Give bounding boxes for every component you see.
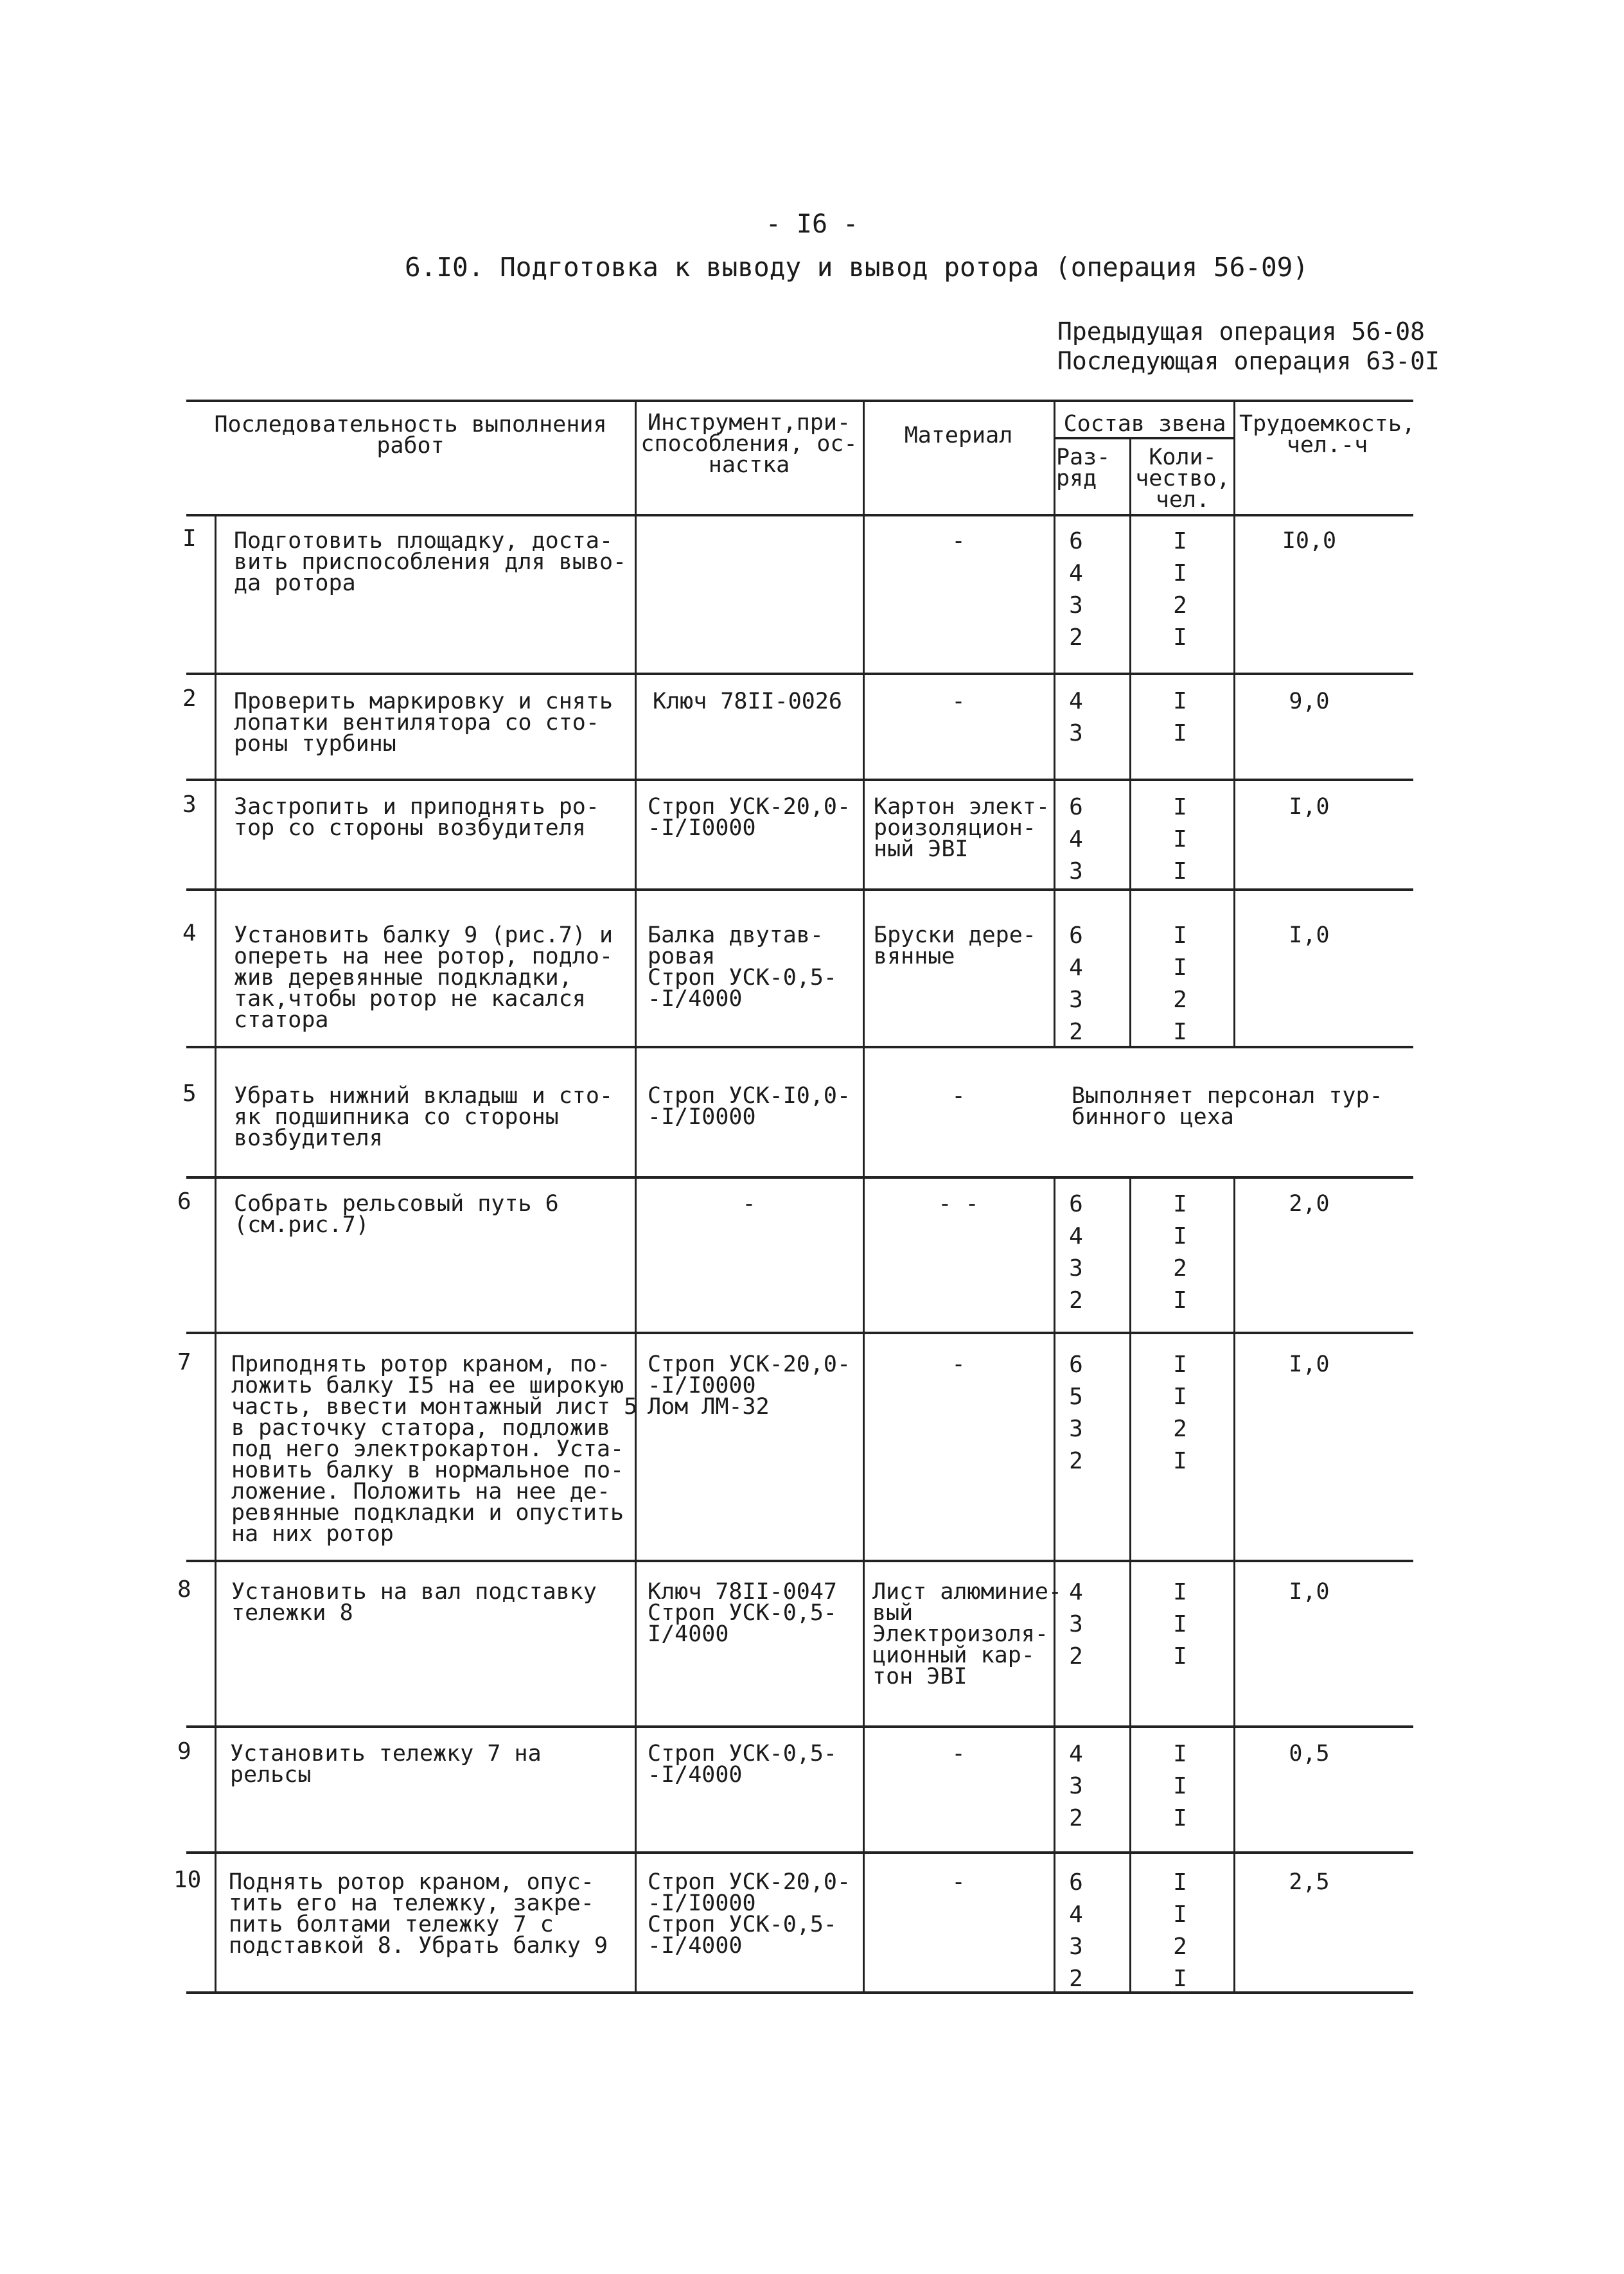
- row-grades: 6 4 3 2: [1069, 528, 1083, 651]
- row-number: 4: [182, 920, 197, 946]
- header-material: Материал: [904, 423, 1013, 448]
- section-title: 6.I0. Подготовка к выводу и вывод ротора (операция 56-09): [405, 252, 1309, 283]
- row-work: Подготовить площадку, доста- вить приспособления для выво- да ротора: [234, 528, 627, 596]
- header-bottom-rule: [186, 514, 1413, 516]
- row-work: Проверить маркировку и снять лопатки вентилятора со сто- роны турбины: [234, 689, 613, 757]
- header-crew: Состав звена: [1063, 411, 1226, 437]
- row-tools: Ключ 78II-0047 Строп УСК-0,5- I/4000: [648, 1579, 838, 1647]
- row-number: 7: [177, 1349, 191, 1375]
- row-rule: [186, 779, 1413, 781]
- row-grades: 4 3: [1069, 688, 1083, 746]
- row-work: Поднять ротор краном, опус- тить его на тележку, закре- пить болтами тележку 7 с подставкой 8. Убрать балку 9: [229, 1869, 608, 1959]
- table-bottom-rule: [186, 1991, 1413, 1994]
- row-rule: [186, 1851, 1413, 1854]
- row-number: 6: [177, 1188, 191, 1215]
- col-rule: [635, 400, 637, 1991]
- row-rule: [186, 1046, 1413, 1048]
- row-counts: I I I: [1173, 794, 1187, 885]
- row-number: 9: [177, 1738, 191, 1765]
- row-rule: [186, 1176, 1413, 1179]
- row-rule: [186, 1725, 1413, 1728]
- row-grades: 6 4 3 2: [1069, 1869, 1083, 1992]
- header-tools: Инструмент,при- способления, ос- настка: [640, 410, 858, 478]
- row-work: Установить тележку 7 на рельсы: [230, 1741, 542, 1788]
- row-labor: I,0: [1289, 1352, 1330, 1377]
- row-rule: [186, 673, 1413, 675]
- row-number: I: [182, 525, 197, 552]
- row-number: 8: [177, 1576, 191, 1603]
- row-work: Собрать рельсовый путь 6 (см.рис.7): [234, 1191, 559, 1238]
- row-grades: 4 3 2: [1069, 1579, 1083, 1670]
- row-material: -: [951, 689, 966, 714]
- page-number: - I6 -: [765, 209, 859, 239]
- row-note: Выполняет персонал тур- бинного цеха: [1072, 1083, 1383, 1130]
- row-number: 10: [173, 1867, 202, 1893]
- row-counts: I I 2 I: [1173, 1352, 1187, 1474]
- row-material: -: [951, 1869, 966, 1895]
- row-grades: 6 4 3 2: [1069, 922, 1083, 1045]
- row-rule: [186, 1332, 1413, 1334]
- row-material: - -: [938, 1191, 979, 1217]
- row-labor: 2,0: [1289, 1191, 1330, 1217]
- header-sequence: Последовательность выполнения работ: [214, 412, 607, 459]
- row-rule: [186, 1560, 1413, 1562]
- col-rule: [1233, 1176, 1235, 1991]
- col-rule: [215, 514, 216, 1991]
- row-material: -: [951, 1083, 966, 1109]
- col-rule: [863, 400, 865, 1991]
- col-rule: [1129, 437, 1131, 1046]
- row-labor: 9,0: [1289, 689, 1330, 714]
- row-work: Убрать нижний вкладыш и сто- як подшипника со стороны возбудителя: [234, 1083, 613, 1151]
- row-labor: I0,0: [1282, 528, 1337, 554]
- row-tools: Строп УСК-0,5- -I/4000: [648, 1741, 838, 1788]
- row-tools: Строп УСК-20,0- -I/I0000 Лом ЛМ-32: [648, 1352, 851, 1420]
- row-number: 5: [182, 1080, 197, 1107]
- row-counts: I I: [1173, 688, 1187, 746]
- header-labor: Трудоемкость, чел.-ч: [1239, 411, 1415, 458]
- row-grades: 4 3 2: [1069, 1741, 1083, 1831]
- row-work: Установить балку 9 (рис.7) и опереть на нее ротор, подло- жив деревянные подкладки, так,чтобы ротор не касался статора: [234, 922, 613, 1033]
- row-counts: I I 2 I: [1173, 922, 1187, 1045]
- col-rule: [1129, 1176, 1131, 1991]
- next-operation: Последующая операция 63-0I: [1057, 347, 1440, 375]
- table-top-rule: [186, 400, 1413, 402]
- row-tools: -: [742, 1191, 756, 1217]
- row-rule: [186, 888, 1413, 891]
- row-labor: 2,5: [1289, 1869, 1330, 1895]
- row-number: 3: [182, 791, 197, 818]
- row-work: Установить на вал подставку тележки 8: [231, 1579, 597, 1626]
- row-material: -: [951, 1741, 966, 1767]
- row-counts: I I I: [1173, 1579, 1187, 1670]
- col-rule: [1233, 400, 1235, 1046]
- row-counts: I I 2 I: [1173, 528, 1187, 651]
- row-tools: Балка двутав- ровая Строп УСК-0,5- -I/4000: [648, 922, 838, 1012]
- row-grades: 6 4 3: [1069, 794, 1083, 885]
- row-labor: 0,5: [1289, 1741, 1330, 1767]
- row-material: -: [951, 528, 966, 554]
- row-work: Приподнять ротор краном, по- ложить балку I5 на ее широкую часть, ввести монтажный лист 5 в расточку статора, подложив под него электрокартон. Уста- новить балку в нормальное по- ложение. Положить на нее де- ревянные подкладки и опустить на них ротор: [231, 1352, 638, 1547]
- row-counts: I I 2 I: [1173, 1191, 1187, 1314]
- header-grade: Раз- ряд: [1056, 445, 1111, 491]
- row-tools: Строп УСК-20,0- -I/I0000: [648, 794, 851, 841]
- row-material: Картон элект- роизоляцион- ный ЭВI: [874, 794, 1050, 862]
- row-counts: I I I: [1173, 1741, 1187, 1831]
- row-labor: I,0: [1289, 794, 1330, 820]
- row-grades: 6 5 3 2: [1069, 1352, 1083, 1474]
- row-tools: Строп УСК-I0,0- -I/I0000: [648, 1083, 851, 1130]
- row-counts: I I 2 I: [1173, 1869, 1187, 1992]
- header-count: Коли- чество, чел.: [1135, 445, 1230, 513]
- row-grades: 6 4 3 2: [1069, 1191, 1083, 1314]
- row-material: Лист алюминие- вый Электроизоля- ционный кар- тон ЭВI: [872, 1579, 1063, 1689]
- row-tools: Строп УСК-20,0- -I/I0000 Строп УСК-0,5- -I/4000: [648, 1869, 851, 1959]
- row-number: 2: [182, 685, 197, 712]
- previous-operation: Предыдущая операция 56-08: [1057, 317, 1425, 346]
- row-tools: Ключ 78II-0026: [653, 689, 843, 714]
- row-material: -: [951, 1352, 966, 1377]
- crew-header-rule: [1054, 437, 1235, 439]
- row-labor: I,0: [1289, 922, 1330, 948]
- row-material: Бруски дере- вянные: [874, 922, 1036, 969]
- row-labor: I,0: [1289, 1579, 1330, 1605]
- col-rule: [1054, 400, 1055, 1046]
- row-work: Застропить и приподнять ро- тор со стороны возбудителя: [234, 794, 599, 841]
